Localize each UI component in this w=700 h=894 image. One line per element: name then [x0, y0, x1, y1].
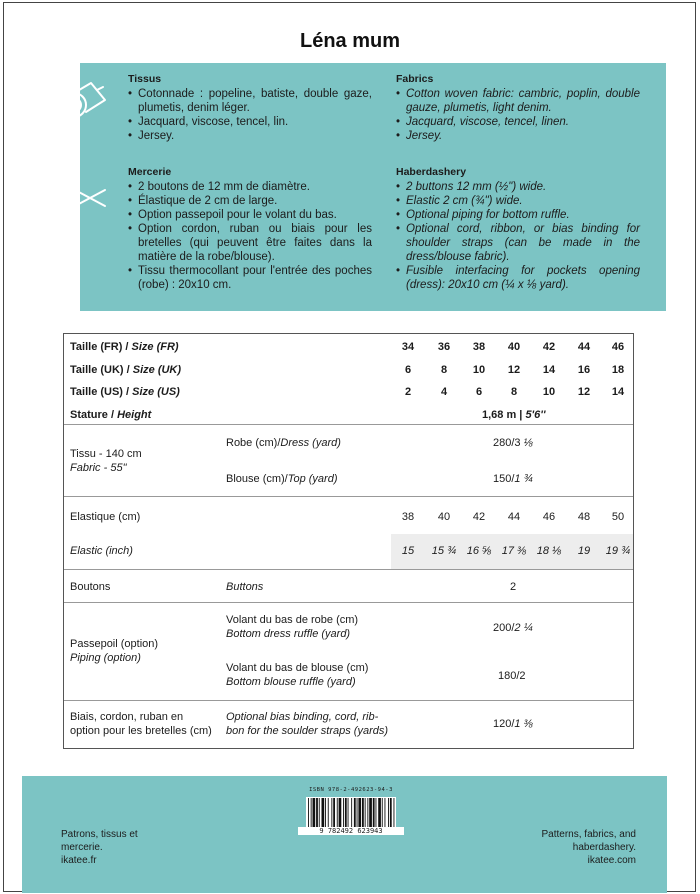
row-label: Elastique (cm) [70, 511, 141, 523]
cell: 50 [611, 511, 625, 523]
cell: 48 [577, 511, 591, 523]
barcode-number: 9 782492 623943 [298, 827, 404, 835]
row-label: Boutons [70, 581, 111, 593]
cell: 38 [401, 511, 415, 523]
list-item: • Fusible interfacing for pockets opening (dress): 20x10 cm (¼ x ⅛ yard). [396, 264, 640, 292]
haberdashery-en [396, 165, 640, 292]
size-table [63, 333, 634, 749]
cell: Optional bias binding, cord, rib- [226, 711, 379, 723]
footer-link[interactable]: ikatee.fr [61, 855, 97, 866]
row-label: Taille (US) / Size (US) [70, 386, 180, 398]
list-item: • Jersey. [128, 129, 372, 143]
cell: 10 [472, 364, 486, 376]
cell: 12 [507, 364, 521, 376]
fabrics-en [396, 72, 640, 143]
footer-line: Patterns, fabrics, and [541, 829, 636, 840]
haberdashery-fr [128, 165, 372, 292]
row-label: Biais, cordon, ruban en [70, 711, 184, 723]
row-label: Tissu - 140 cm [70, 448, 142, 460]
list-item: • Jacquard, viscose, tencel, lin. [128, 115, 372, 129]
divider [64, 700, 633, 701]
row-label: Elastic (inch) [70, 545, 133, 557]
cell: 6 [404, 364, 412, 376]
cell: Buttons [226, 581, 264, 593]
divider [64, 424, 633, 425]
cell: 44 [577, 341, 591, 353]
row-label: Stature / Height [70, 409, 152, 421]
cell: 8 [510, 386, 518, 398]
list-item: • Élastique de 2 cm de large. [128, 194, 372, 208]
row-label: Taille (UK) / Size (UK) [70, 364, 182, 376]
haberdashery-fr-title: Mercerie [128, 166, 172, 178]
cell: Blouse (cm)/Top (yard) [226, 473, 338, 485]
fabrics-fr [128, 72, 372, 143]
cell: Robe (cm)/Dress (yard) [226, 437, 341, 449]
list-item: • Jersey. [396, 129, 640, 143]
cell: bon for the soulder straps (yards) [226, 725, 389, 737]
cell: 8 [440, 364, 448, 376]
footer-link[interactable]: ikatee.com [587, 855, 636, 866]
row-label: Taille (FR) / Size (FR) [70, 341, 179, 353]
list-item: • Elastic 2 cm (¾") wide. [396, 194, 640, 208]
list-item: • Option passepoil pour le volant du bas. [128, 208, 372, 222]
scissors-icon [61, 178, 107, 218]
isbn-label: ISBN 978-2-492623-94-3 [309, 787, 393, 793]
cell: 18 ⅛ [536, 545, 562, 557]
footer-line: haberdashery. [572, 842, 636, 853]
cell: 280/3 ⅛ [493, 437, 533, 449]
cell: 14 [542, 364, 556, 376]
cell: 14 [611, 386, 625, 398]
cell: 19 ¾ [605, 545, 631, 557]
list-item: • 2 buttons 12 mm (½") wide. [396, 180, 640, 194]
fabrics-en-title: Fabrics [396, 73, 434, 85]
divider [64, 602, 633, 603]
list-item: • Cotonnade : popeline, batiste, double gaze, plumetis, denim léger. [128, 87, 372, 115]
cell: 40 [507, 341, 521, 353]
fabric-roll-icon [57, 74, 109, 122]
cell: Bottom blouse ruffle (yard) [226, 676, 356, 688]
list-item: • Optional cord, ribbon, or bias binding for shoulder straps (can be made in the dress/blouse fabric). [396, 222, 640, 264]
cell: 12 [577, 386, 591, 398]
footer-left [61, 828, 138, 867]
footer-right [542, 828, 637, 867]
cell: 42 [472, 511, 486, 523]
divider [64, 496, 633, 497]
cell: 2 [510, 581, 517, 593]
list-item: • Tissu thermocollant pour l'entrée des poches (robe) : 20x10 cm. [128, 264, 372, 292]
list-item: • Cotton woven fabric: cambric, poplin, double gauze, plumetis, light denim. [396, 87, 640, 115]
cell: 4 [440, 386, 448, 398]
cell: 180/2 [498, 670, 526, 682]
row-label: option pour les bretelles (cm) [70, 725, 212, 737]
cell: 10 [542, 386, 556, 398]
list-item: • Jacquard, viscose, tencel, linen. [396, 115, 640, 129]
cell: 1,68 m | 5'6'' [482, 409, 546, 421]
cell: 200/2 ¼ [493, 622, 533, 634]
cell: 120/1 ⅜ [493, 718, 533, 730]
cell: 34 [401, 341, 415, 353]
cell: 2 [404, 386, 412, 398]
cell: 44 [507, 511, 521, 523]
cell: 18 [611, 364, 625, 376]
cell: 46 [611, 341, 625, 353]
cell: 16 ⅝ [466, 545, 492, 557]
cell: 46 [542, 511, 556, 523]
cell: 150/1 ¾ [493, 473, 533, 485]
cell: 17 ⅜ [501, 545, 527, 557]
haberdashery-en-title: Haberdashery [396, 166, 467, 178]
list-item: • Optional piping for bottom ruffle. [396, 208, 640, 222]
cell: 6 [475, 386, 483, 398]
cell: 38 [472, 341, 486, 353]
row-label: Passepoil (option) [70, 638, 159, 650]
cell: 36 [437, 341, 451, 353]
page-title: Léna mum [299, 30, 401, 52]
cell: 16 [577, 364, 591, 376]
cell: Volant du bas de robe (cm) [226, 614, 359, 626]
list-item: • Option cordon, ruban ou biais pour les bretelles (qui peuvent être faites dans la matière de la robe/blouse). [128, 222, 372, 264]
fabrics-fr-title: Tissus [128, 73, 162, 85]
cell: 19 [577, 545, 591, 557]
cell: 40 [437, 511, 451, 523]
list-item: • 2 boutons de 12 mm de diamètre. [128, 180, 372, 194]
cell: 15 [401, 545, 415, 557]
footer-line: mercerie. [61, 842, 103, 853]
cell: 15 ¾ [431, 545, 457, 557]
row-label: Fabric - 55" [70, 462, 127, 474]
cell: 42 [542, 341, 556, 353]
divider [64, 569, 633, 570]
cell: Volant du bas de blouse (cm) [226, 662, 369, 674]
cell: Bottom dress ruffle (yard) [226, 628, 351, 640]
row-label: Piping (option) [70, 652, 141, 664]
footer-line: Patrons, tissus et [61, 829, 138, 840]
